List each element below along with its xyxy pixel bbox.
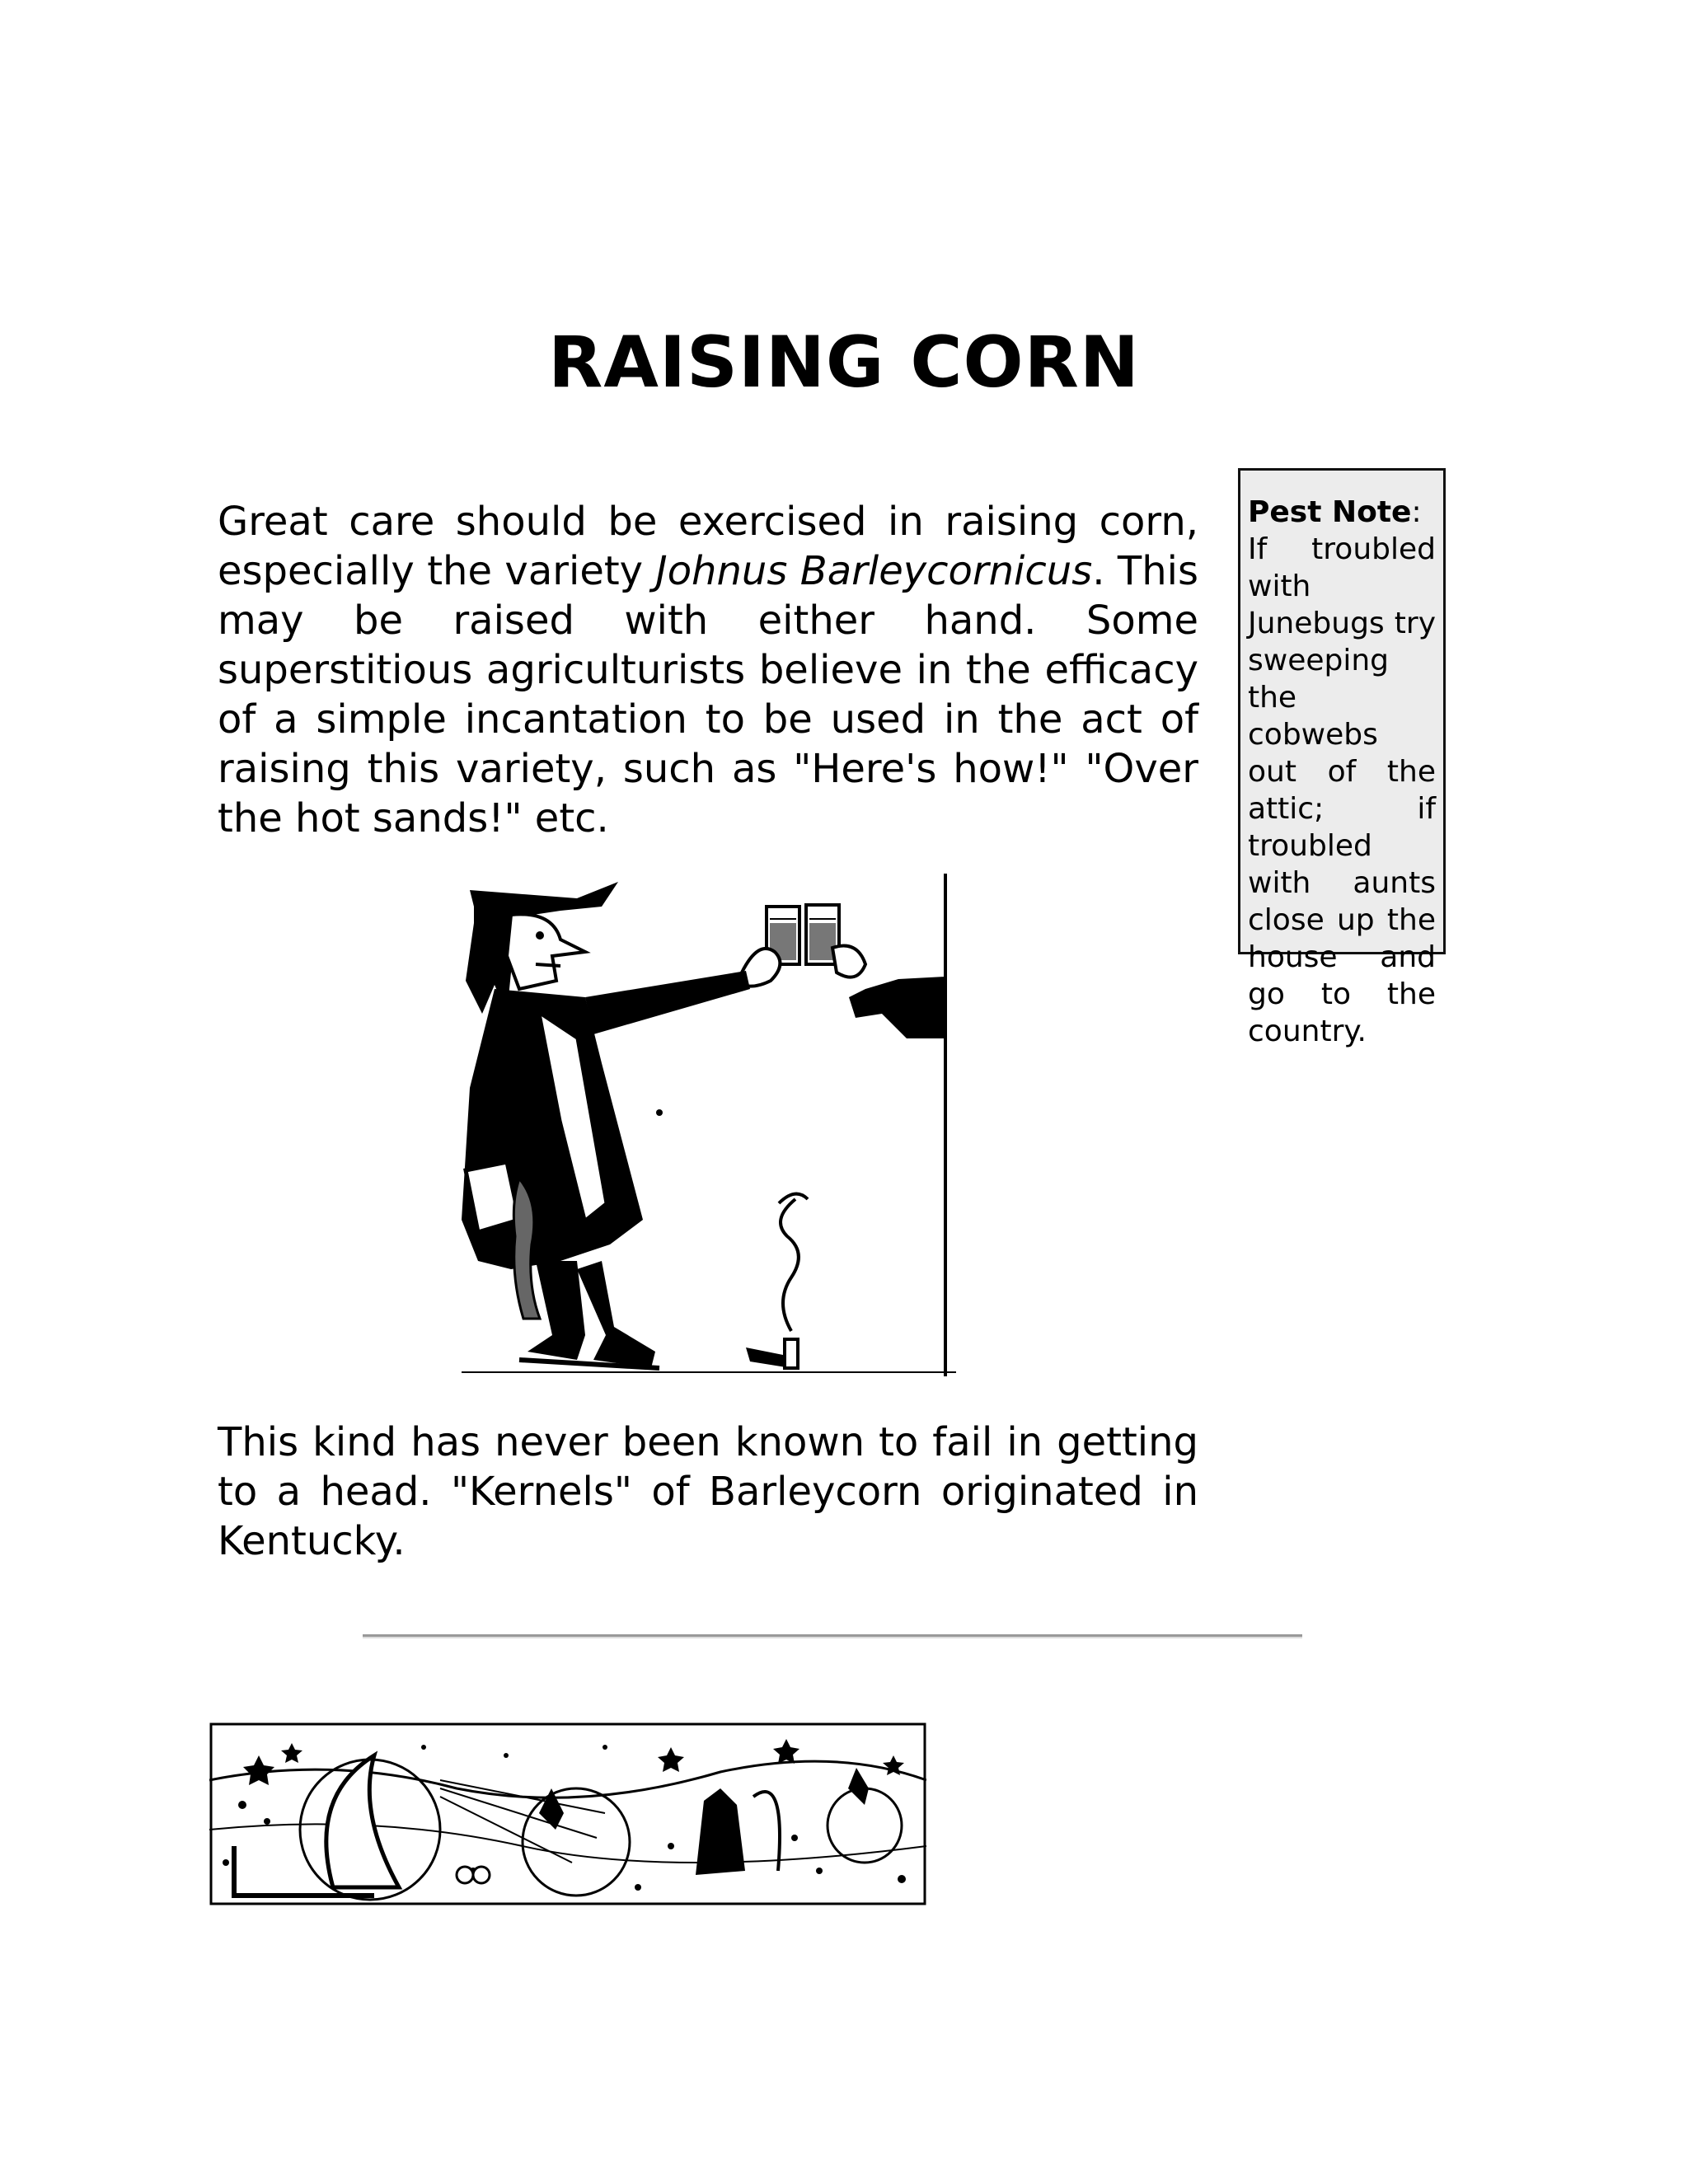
closing-paragraph: This kind has never been known to fail in getting to a head. "Kernels" of Barleycorn originated in Kentucky. (218, 1419, 1198, 1564)
night-sky-banner-illustration (209, 1722, 926, 1905)
variety-name: Johnus Barleycornicus (655, 548, 1093, 594)
intro-text-start: Great care should be exercised in raising corn, especially the variety (218, 499, 1198, 594)
pest-note-colon: : (1411, 495, 1422, 529)
pest-note-body: If troubled with Junebugs try sweeping the cobwebs out of the attic; if troubled with aunts close up the house and go to the country. (1248, 532, 1436, 1048)
intro-text-end: . This may be raised with either hand. Some superstitious agriculturists believe in the efficacy of a simple incantation to be used in the act of raising this variety, such as "Here's how!" "Over the hot sands!" etc. (218, 548, 1198, 841)
horizontal-divider (363, 1634, 1302, 1638)
pest-note-label: Pest Note (1248, 495, 1412, 529)
pest-note-box (1238, 468, 1446, 1048)
page-title: RAISING CORN (548, 321, 1140, 404)
intro-paragraph (218, 497, 1198, 843)
toasting-man-illustration (462, 874, 956, 1376)
